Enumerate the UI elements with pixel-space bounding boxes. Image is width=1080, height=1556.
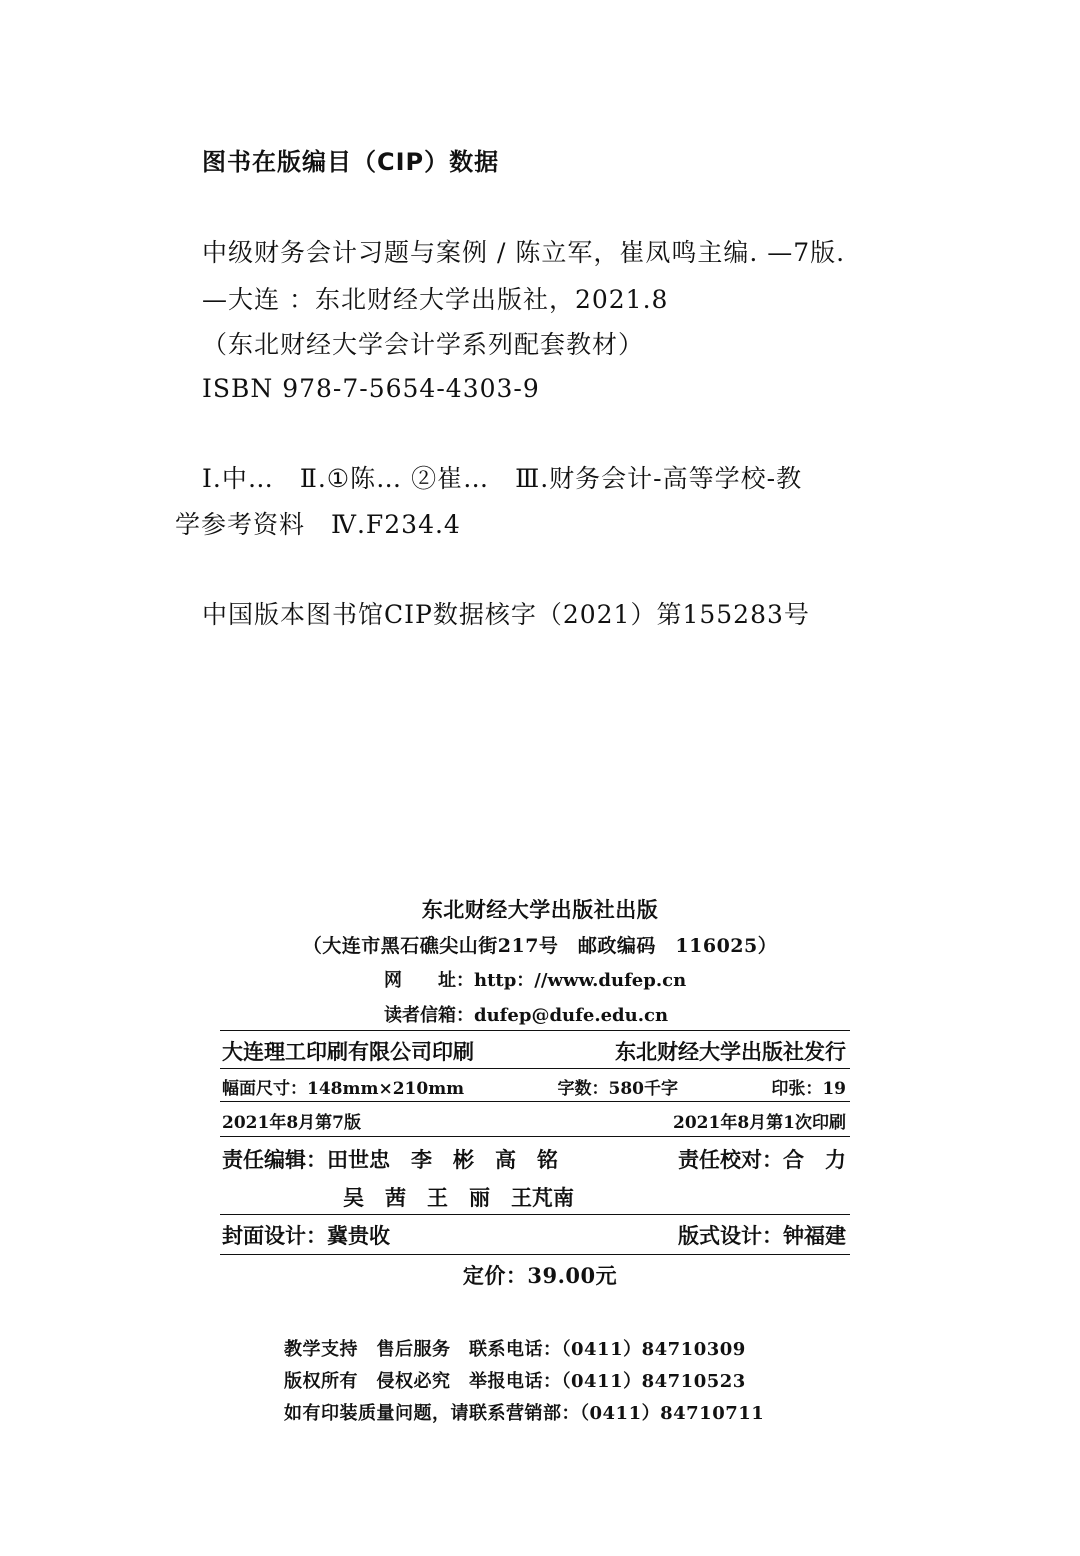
support-line-3: 如有印装质量问题，请联系营销部：（0411）84710711 (284, 1403, 765, 1424)
rule-2 (220, 1101, 850, 1102)
table-top-rule (220, 1030, 850, 1031)
rule-3 (220, 1136, 850, 1137)
layout-design: 版式设计：钟福建 (678, 1223, 846, 1248)
cip-heading: 图书在版编目（CIP）数据 (202, 148, 500, 176)
edition: 2021年8月第7版 (222, 1113, 361, 1133)
support-line-1: 教学支持 售后服务 联系电话：（0411）84710309 (284, 1339, 746, 1360)
rule-4 (220, 1214, 850, 1215)
cip-library-note: 中国版本图书馆CIP数据核字（2021）第155283号 (202, 600, 810, 629)
support-line-2: 版权所有 侵权必究 举报电话：（0411）84710523 (284, 1371, 746, 1392)
cip-publisher-line: —大连 ：东北财经大学出版社，2021.8 (202, 285, 669, 314)
word-count: 字数：580千字 (557, 1079, 678, 1099)
email-value: dufep@dufe.edu.cn (474, 1005, 669, 1026)
distributor: 东北财经大学出版社发行 (615, 1039, 846, 1064)
printer: 大连理工印刷有限公司印刷 (222, 1039, 474, 1064)
cip-title-line: 中级财务会计习题与案例 / 陈立军，崔凤鸣主编. —7版. (202, 238, 846, 267)
editors-row (222, 1144, 846, 1174)
table-bottom-rule (220, 1254, 850, 1255)
proofreader: 责任校对：合 力 (678, 1147, 846, 1172)
format-row (222, 1074, 846, 1099)
printing-date: 2021年8月第1次印刷 (673, 1113, 846, 1133)
publisher-name-line: 东北财经大学出版社出版 (421, 897, 659, 922)
cip-classification-line-1: Ⅰ.中… Ⅱ.①陈… ②崔… Ⅲ.财务会计-高等学校-教 (202, 464, 803, 493)
cover-design: 封面设计：冀贵收 (222, 1223, 390, 1248)
publisher-address-line: （大连市黑石礁尖山街217号 邮政编码 116025） (302, 935, 778, 957)
price: 定价：39.00元 (462, 1263, 618, 1288)
printing-row (222, 1036, 846, 1066)
website-row (384, 966, 686, 992)
editors-line-2: 吴 茜 王 丽 王芃南 (343, 1185, 574, 1210)
cip-series-line: （东北财经大学会计学系列配套教材） (202, 330, 645, 359)
website-label: 网 址： (384, 970, 474, 991)
cip-isbn-line: ISBN 978-7-5654-4303-9 (202, 374, 540, 403)
email-row (384, 1001, 668, 1027)
format: 幅面尺寸：148mm×210mm (222, 1079, 465, 1099)
design-row (222, 1220, 846, 1250)
cip-classification-line-2: 学参考资料 Ⅳ.F234.4 (175, 510, 461, 539)
website-value: http：//www.dufep.cn (474, 970, 687, 991)
email-label: 读者信箱： (384, 1005, 474, 1026)
sheets: 印张：19 (771, 1079, 846, 1099)
edition-row (222, 1108, 846, 1133)
editors-line-1: 责任编辑：田世忠 李 彬 高 铭 (222, 1147, 558, 1172)
rule-1 (220, 1068, 850, 1069)
